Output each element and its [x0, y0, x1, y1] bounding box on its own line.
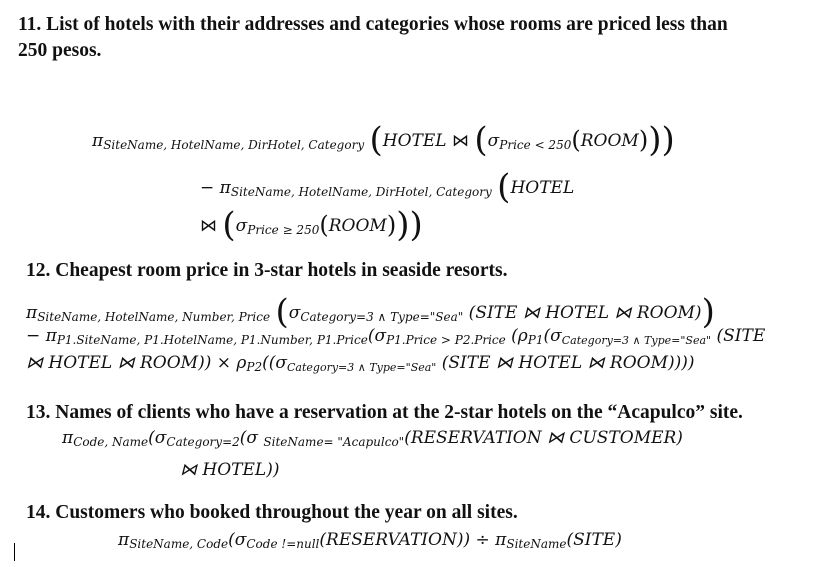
sigma-symbol: σ	[246, 428, 259, 448]
minus-symbol: −	[26, 326, 41, 346]
q14-heading: 14. Customers who booked throughout the year on all sites.	[26, 502, 518, 523]
q12-cond-category-3: Category=3 ∧ Type="Sea"	[287, 361, 437, 374]
q14-relation: RESERVATION)) ÷	[326, 530, 496, 550]
sigma-symbol: σ	[235, 216, 248, 236]
q11-cond-ge: Price ≥ 250	[247, 223, 320, 237]
sigma-symbol: σ	[487, 131, 500, 151]
q12-formula-line2: − πP1.SiteName, P1.HotelName, P1.Number, P1.Price(σP1.Price > P2.Price (ρP1(σCategory=3 ∧ Type="Sea" (SITE	[26, 326, 766, 347]
q12-p2: P2	[246, 360, 263, 374]
pi-symbol: π	[92, 131, 104, 151]
q14-projection-attrs: SiteName, Code	[129, 537, 229, 551]
q12-p1: P1	[527, 333, 544, 347]
rho-symbol: ρ	[517, 326, 528, 346]
q12-projection-attrs: SiteName, HotelName, Number, Price	[37, 310, 271, 324]
q13-tail: ⋈ HOTEL))	[180, 460, 280, 480]
q12-cond-category-2: Category=3 ∧ Type="Sea"	[561, 334, 712, 347]
join-symbol: ⋈	[452, 131, 469, 151]
q11-heading-line2: 250 pesos.	[18, 40, 102, 61]
q13-projection-attrs: Code, Name	[73, 435, 149, 449]
q11-room-2: ROOM	[328, 216, 387, 236]
q12-heading: 12. Cheapest room price in 3-star hotels in seaside resorts.	[26, 260, 508, 281]
sigma-symbol: σ	[154, 428, 167, 448]
sigma-symbol: σ	[275, 353, 288, 373]
join-symbol: ⋈	[200, 216, 217, 236]
sigma-symbol: σ	[288, 303, 301, 323]
pi-symbol: π	[62, 428, 74, 448]
q12-cond-p1p2: P1.Price > P2.Price	[386, 333, 506, 347]
q14-formula: πSiteName, Code(σCode !=null(RESERVATION)) ÷ πSiteName(SITE)	[118, 530, 622, 551]
pi-symbol: π	[26, 303, 38, 323]
q11-formula-line3: ⋈ (σPrice ≥ 250(ROOM)))	[200, 205, 423, 245]
q14-division-attrs: SiteName	[506, 537, 567, 551]
q12-formula-line1: πSiteName, HotelName, Number, Price (σCategory=3 ∧ Type="Sea" (SITE ⋈ HOTEL ⋈ ROOM))	[26, 292, 715, 332]
q12-cond-category: Category=3 ∧ Type="Sea"	[300, 310, 464, 324]
q11-projection-attrs-2: SiteName, HotelName, DirHotel, Category	[230, 185, 492, 199]
q12-tail-end: SITE ⋈ HOTEL ⋈ ROOM))))	[448, 353, 695, 373]
q12-site-hotel-room: SITE ⋈ HOTEL ⋈ ROOM	[475, 303, 695, 323]
sigma-symbol: σ	[234, 530, 247, 550]
q11-hotel: HOTEL	[382, 131, 447, 151]
q11-cond-lt: Price < 250	[499, 138, 572, 152]
q11-hotel-2: HOTEL	[510, 178, 575, 198]
pi-symbol: π	[495, 530, 507, 550]
pi-symbol: π	[219, 178, 231, 198]
q13-cond-site: SiteName= "Acapulco"	[263, 435, 405, 449]
q11-heading-line1: 11. List of hotels with their addresses and categories whose rooms are priced less than	[18, 14, 728, 35]
minus-symbol: −	[200, 178, 215, 198]
q14-cond-code: Code !=null	[246, 537, 320, 551]
rho-symbol: ρ	[236, 353, 247, 373]
q11-room: ROOM	[580, 131, 639, 151]
q12-site: SITE	[723, 326, 766, 346]
q13-formula-line2	[180, 460, 279, 480]
text-cursor	[14, 543, 15, 561]
q13-formula-line1: πCode, Name(σCategory=2(σ SiteName= "Acapulco"(RESERVATION ⋈ CUSTOMER)	[62, 428, 683, 449]
q12-formula-line3: ⋈ HOTEL ⋈ ROOM)) × ρP2((σCategory=3 ∧ Type="Sea" (SITE ⋈ HOTEL ⋈ ROOM))))	[26, 353, 695, 374]
q13-relation: RESERVATION ⋈ CUSTOMER)	[410, 428, 683, 448]
pi-symbol: π	[118, 530, 130, 550]
q14-site: SITE)	[573, 530, 622, 550]
q13-cond-category: Category=2	[166, 435, 240, 449]
q11-formula-line1: πSiteName, HotelName, DirHotel, Category (HOTEL ⋈ (σPrice < 250(ROOM)))	[92, 120, 675, 160]
q11-projection-attrs: SiteName, HotelName, DirHotel, Category	[103, 138, 365, 152]
pi-symbol: π	[45, 326, 57, 346]
q12-hotel-room-tail: ⋈ HOTEL ⋈ ROOM)) ×	[26, 353, 237, 373]
sigma-symbol: σ	[374, 326, 387, 346]
q11-formula-line2: − πSiteName, HotelName, DirHotel, Category (HOTEL	[200, 167, 575, 207]
sigma-symbol: σ	[550, 326, 562, 346]
q13-heading: 13. Names of clients who have a reservation at the 2-star hotels on the “Acapulco” site.	[26, 402, 743, 423]
q12-projection2-attrs: P1.SiteName, P1.HotelName, P1.Number, P1.Price	[56, 333, 368, 347]
